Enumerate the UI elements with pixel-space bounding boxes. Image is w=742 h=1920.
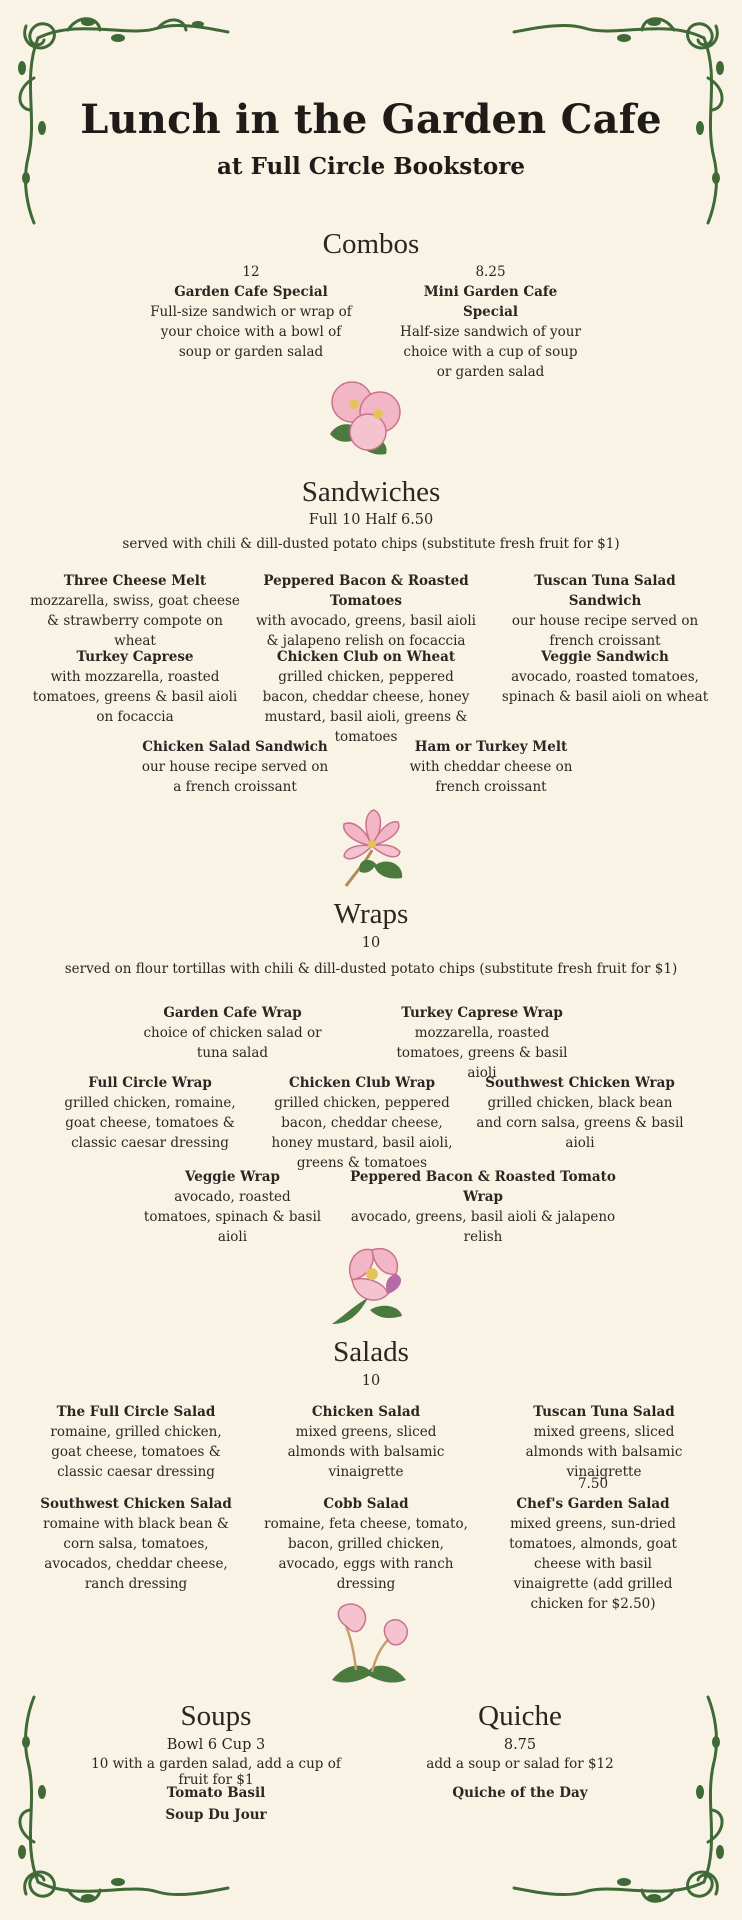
item-name: Quiche of the Day bbox=[452, 1785, 588, 1801]
section-note: add a soup or salad for $12 bbox=[426, 1756, 614, 1772]
menu-item bbox=[36, 1402, 236, 1482]
item-description: with mozzarella, roasted tomatoes, greens & basil aioli on focaccia bbox=[32, 669, 238, 725]
menu-item bbox=[262, 647, 470, 747]
section-note: served on flour tortillas with chili & dill-dusted potato chips (substitute fresh fruit for $1) bbox=[64, 961, 678, 977]
section-title-salads: Salads bbox=[333, 1336, 409, 1368]
item-price: 7.50 bbox=[577, 1476, 609, 1492]
item-name: Garden Cafe Special bbox=[174, 284, 328, 300]
item-description: mixed greens, sun-dried tomatoes, almonds, goat cheese with basil vinaigrette (add grilled chicken for $2.50) bbox=[509, 1516, 677, 1612]
item-description: grilled chicken, black bean and corn salsa, greens & basil aioli bbox=[476, 1095, 684, 1151]
item-description: our house recipe served on a french croissant bbox=[141, 759, 329, 795]
flower-illustration bbox=[320, 374, 410, 460]
item-name: Chicken Salad bbox=[311, 1404, 421, 1420]
flower-illustration bbox=[326, 1600, 412, 1686]
menu-item bbox=[78, 1805, 354, 1825]
item-name: Full Circle Wrap bbox=[88, 1075, 212, 1091]
item-name: The Full Circle Salad bbox=[56, 1404, 216, 1420]
item-name: Chicken Club on Wheat bbox=[276, 649, 456, 665]
menu-item bbox=[36, 1494, 236, 1594]
section-title-combos: Combos bbox=[322, 228, 420, 260]
item-description: grilled chicken, peppered bacon, cheddar cheese, honey mustard, basil aioli, greens & tomatoes bbox=[271, 1095, 453, 1171]
item-description: avocado, roasted tomatoes, spinach & basil aioli on wheat bbox=[501, 669, 709, 705]
item-name: Peppered Bacon & Roasted Tomatoes bbox=[263, 573, 469, 609]
menu-item bbox=[500, 571, 710, 651]
item-description: our house recipe served on french croissant bbox=[511, 613, 699, 649]
menu-item bbox=[268, 1402, 464, 1482]
item-description: avocado, greens, basil aioli & jalapeno relish bbox=[350, 1209, 616, 1245]
item-description: mixed greens, sliced almonds with balsamic vinaigrette bbox=[525, 1424, 683, 1480]
menu-item bbox=[350, 1167, 616, 1247]
item-name: Tuscan Tuna Salad bbox=[533, 1404, 675, 1420]
section-title-soups: Soups bbox=[180, 1700, 252, 1732]
item-description: romaine with black bean & corn salsa, tomatoes, avocados, cheddar cheese, ranch dressing bbox=[43, 1516, 229, 1592]
item-description: grilled chicken, peppered bacon, cheddar cheese, honey mustard, basil aioli, greens & tomatoes bbox=[262, 669, 470, 745]
menu-item bbox=[476, 1073, 684, 1153]
item-description: mozzarella, roasted tomatoes, greens & basil aioli bbox=[396, 1025, 568, 1081]
item-description: avocado, roasted tomatoes, spinach & basil aioli bbox=[143, 1189, 322, 1245]
item-description: mozzarella, swiss, goat cheese & strawberry compote on wheat bbox=[30, 593, 240, 649]
menu-item bbox=[146, 262, 356, 362]
item-description: Half-size sandwich of your choice with a cup of soup or garden salad bbox=[400, 324, 581, 380]
item-name: Mini Garden Cafe Special bbox=[423, 284, 558, 320]
item-name: Veggie Sandwich bbox=[541, 649, 669, 665]
menu-item bbox=[392, 737, 590, 797]
menu-item bbox=[384, 1783, 656, 1803]
item-name: Chef's Garden Salad bbox=[516, 1496, 670, 1512]
section-note: served with chili & dill-dusted potato chips (substitute fresh fruit for $1) bbox=[122, 536, 620, 552]
item-name: Soup Du Jour bbox=[165, 1807, 267, 1823]
page-subtitle: at Full Circle Bookstore bbox=[217, 153, 525, 180]
menu-item bbox=[30, 647, 240, 727]
menu-item bbox=[78, 1783, 354, 1803]
menu-item bbox=[506, 1402, 702, 1482]
item-name: Chicken Club Wrap bbox=[288, 1075, 436, 1091]
menu-item bbox=[260, 1073, 464, 1173]
menu-item bbox=[382, 1003, 582, 1083]
menu-item bbox=[140, 1003, 325, 1063]
item-name: Turkey Caprese bbox=[76, 649, 194, 665]
item-price: 12 bbox=[242, 264, 260, 280]
menu-item bbox=[500, 647, 710, 707]
menu-item bbox=[30, 571, 240, 651]
menu-item bbox=[398, 262, 583, 382]
item-description: with cheddar cheese on french croissant bbox=[409, 759, 573, 795]
item-name: Veggie Wrap bbox=[185, 1169, 280, 1185]
item-description: romaine, feta cheese, tomato, bacon, grilled chicken, avocado, eggs with ranch dressing bbox=[264, 1516, 468, 1592]
item-name: Peppered Bacon & Roasted Tomato Wrap bbox=[350, 1169, 616, 1205]
section-title-sandwiches: Sandwiches bbox=[301, 476, 441, 508]
item-description: grilled chicken, romaine, goat cheese, tomatoes & classic caesar dressing bbox=[64, 1095, 236, 1151]
item-description: choice of chicken salad or tuna salad bbox=[143, 1025, 322, 1061]
item-name: Three Cheese Melt bbox=[63, 573, 207, 589]
section-price: 10 bbox=[361, 1373, 381, 1389]
page-title: Lunch in the Garden Cafe bbox=[80, 96, 662, 143]
section-price: 8.75 bbox=[503, 1737, 537, 1753]
item-name: Garden Cafe Wrap bbox=[163, 1005, 302, 1021]
item-name: Tuscan Tuna Salad Sandwich bbox=[534, 573, 676, 609]
item-name: Turkey Caprese Wrap bbox=[401, 1005, 563, 1021]
item-name: Chicken Salad Sandwich bbox=[142, 739, 328, 755]
section-title-quiche: Quiche bbox=[478, 1700, 562, 1732]
section-price: Bowl 6 Cup 3 bbox=[166, 1737, 266, 1753]
section-note: 10 with a garden salad, add a cup of fruit for $1 bbox=[91, 1756, 341, 1788]
item-price: 8.25 bbox=[475, 264, 506, 280]
item-name: Ham or Turkey Melt bbox=[414, 739, 568, 755]
menu-item bbox=[140, 737, 330, 797]
item-name: Southwest Chicken Wrap bbox=[485, 1075, 675, 1091]
flower-illustration bbox=[326, 806, 416, 890]
item-name: Southwest Chicken Salad bbox=[40, 1496, 232, 1512]
flower-illustration bbox=[326, 1240, 414, 1326]
item-name: Cobb Salad bbox=[323, 1496, 409, 1512]
section-price: Full 10 Half 6.50 bbox=[308, 512, 434, 528]
item-description: mixed greens, sliced almonds with balsamic vinaigrette bbox=[287, 1424, 445, 1480]
menu-item bbox=[50, 1073, 250, 1153]
menu-item bbox=[140, 1167, 325, 1247]
item-name: Tomato Basil bbox=[166, 1785, 266, 1801]
item-description: romaine, grilled chicken, goat cheese, tomatoes & classic caesar dressing bbox=[50, 1424, 222, 1480]
section-title-wraps: Wraps bbox=[333, 898, 409, 930]
item-description: with avocado, greens, basil aioli & jalapeno relish on focaccia bbox=[255, 613, 476, 649]
menu-item bbox=[252, 571, 480, 651]
section-price: 10 bbox=[361, 935, 381, 951]
menu-item bbox=[498, 1474, 688, 1614]
item-description: Full-size sandwich or wrap of your choice with a bowl of soup or garden salad bbox=[150, 304, 352, 360]
menu-item bbox=[260, 1494, 472, 1594]
